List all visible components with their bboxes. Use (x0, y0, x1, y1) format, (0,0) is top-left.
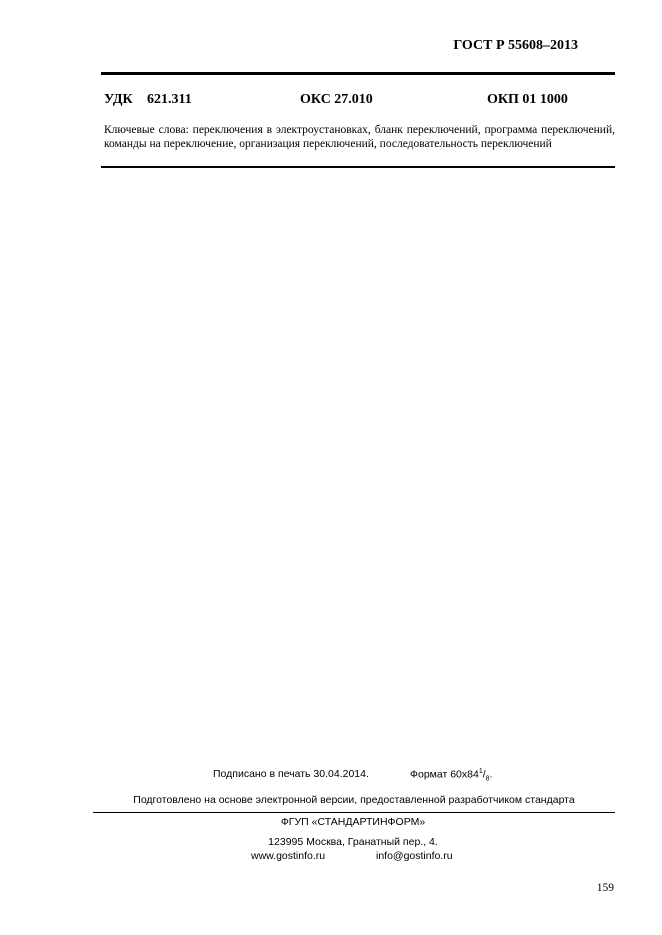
publisher-name: ФГУП «СТАНДАРТИНФОРМ» (280, 816, 426, 828)
format-denominator: 8 (485, 775, 490, 783)
okp-code: ОКП 01 1000 (487, 92, 568, 107)
standard-code: ГОСТ Р 55608–2013 (453, 38, 578, 53)
signed-for-print: Подписано в печать 30.04.2014. (213, 768, 369, 780)
page-number: 159 (596, 882, 614, 894)
paper-format (410, 768, 492, 783)
keywords-divider (101, 166, 615, 168)
publisher-address: 123995 Москва, Гранатный пер., 4. (268, 836, 438, 848)
format-suffix: . (489, 768, 493, 781)
udk-value: 621.311 (147, 92, 192, 107)
keywords-paragraph: Ключевые слова: переключения в электроустановках, бланк переключений, программа переключений, команды на переключение, организация переключений, последовательность переключений (104, 124, 615, 150)
prepared-note: Подготовлено на основе электронной версии, предоставленной разработчиком стандарта (133, 794, 575, 806)
format-prefix: Формат 60x84 (410, 768, 479, 781)
classification-codes (104, 92, 612, 110)
format-slash: / (482, 768, 486, 781)
oks-code: ОКС 27.010 (300, 92, 373, 107)
imprint-divider (93, 812, 615, 813)
format-numerator: 1 (478, 768, 483, 775)
email-link[interactable]: info@gostinfo.ru (376, 850, 453, 862)
website-link[interactable]: www.gostinfo.ru (251, 850, 326, 862)
udk-label: УДК (104, 92, 133, 107)
top-divider (101, 72, 615, 75)
